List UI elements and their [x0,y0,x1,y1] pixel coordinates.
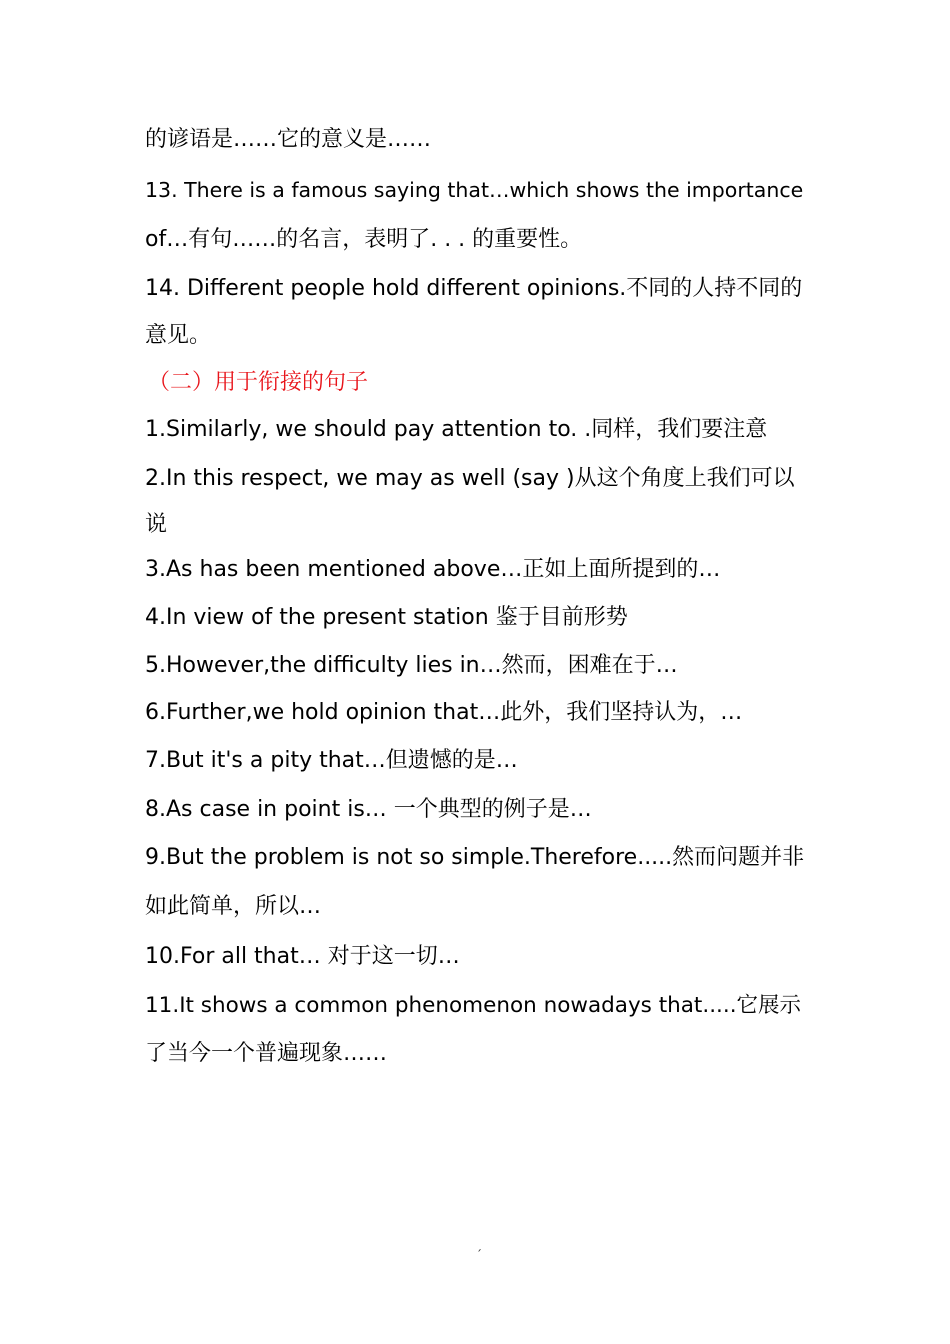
text-line-3: of…有句……的名言，表明了. . . 的重要性。 [145,227,583,252]
text-line-10: 3.As has been mentioned above…正如上面所提到的… [145,557,721,582]
section-heading: （二）用于衔接的句子 [148,370,369,395]
text-line-17: 如此简单，所以… [145,894,322,919]
text-line-18: 10.For all that… 对于这一切… [145,944,460,969]
text-line-1: 的谚语是……它的意义是…… [145,127,432,152]
text-line-13: 6.Further,we hold opinion that…此外，我们坚持认为，… [145,700,743,725]
text-line-2: 13. There is a famous saying that…which shows the importance [145,178,804,202]
text-line-9: 说 [145,512,168,537]
text-line-4: 14. Different people hold different opinions.不同的人持不同的 [145,276,803,301]
text-line-8: 2.In this respect, we may as well (say )从这个角度上我们可以 [145,466,795,491]
text-line-12: 5.However,the difficulty lies in…然而，困难在于… [145,653,678,678]
text-line-16: 9.But the problem is not so simple.Therefore.....然而问题并非 [145,845,805,870]
text-line-19: 11.It shows a common phenomenon nowadays that.....它展示 [145,993,802,1018]
text-line-15: 8.As case in point is… 一个典型的例子是… [145,797,592,822]
footer-mark: ˊ [476,1248,482,1262]
text-line-7: 1.Similarly, we should pay attention to. .同样，我们要注意 [145,417,768,442]
text-line-5: 意见。 [145,323,212,348]
text-line-20: 了当今一个普遍现象…… [145,1041,388,1066]
text-line-14: 7.But it's a pity that…但遗憾的是… [145,748,518,773]
text-line-11: 4.In view of the present station 鉴于目前形势 [145,605,628,630]
